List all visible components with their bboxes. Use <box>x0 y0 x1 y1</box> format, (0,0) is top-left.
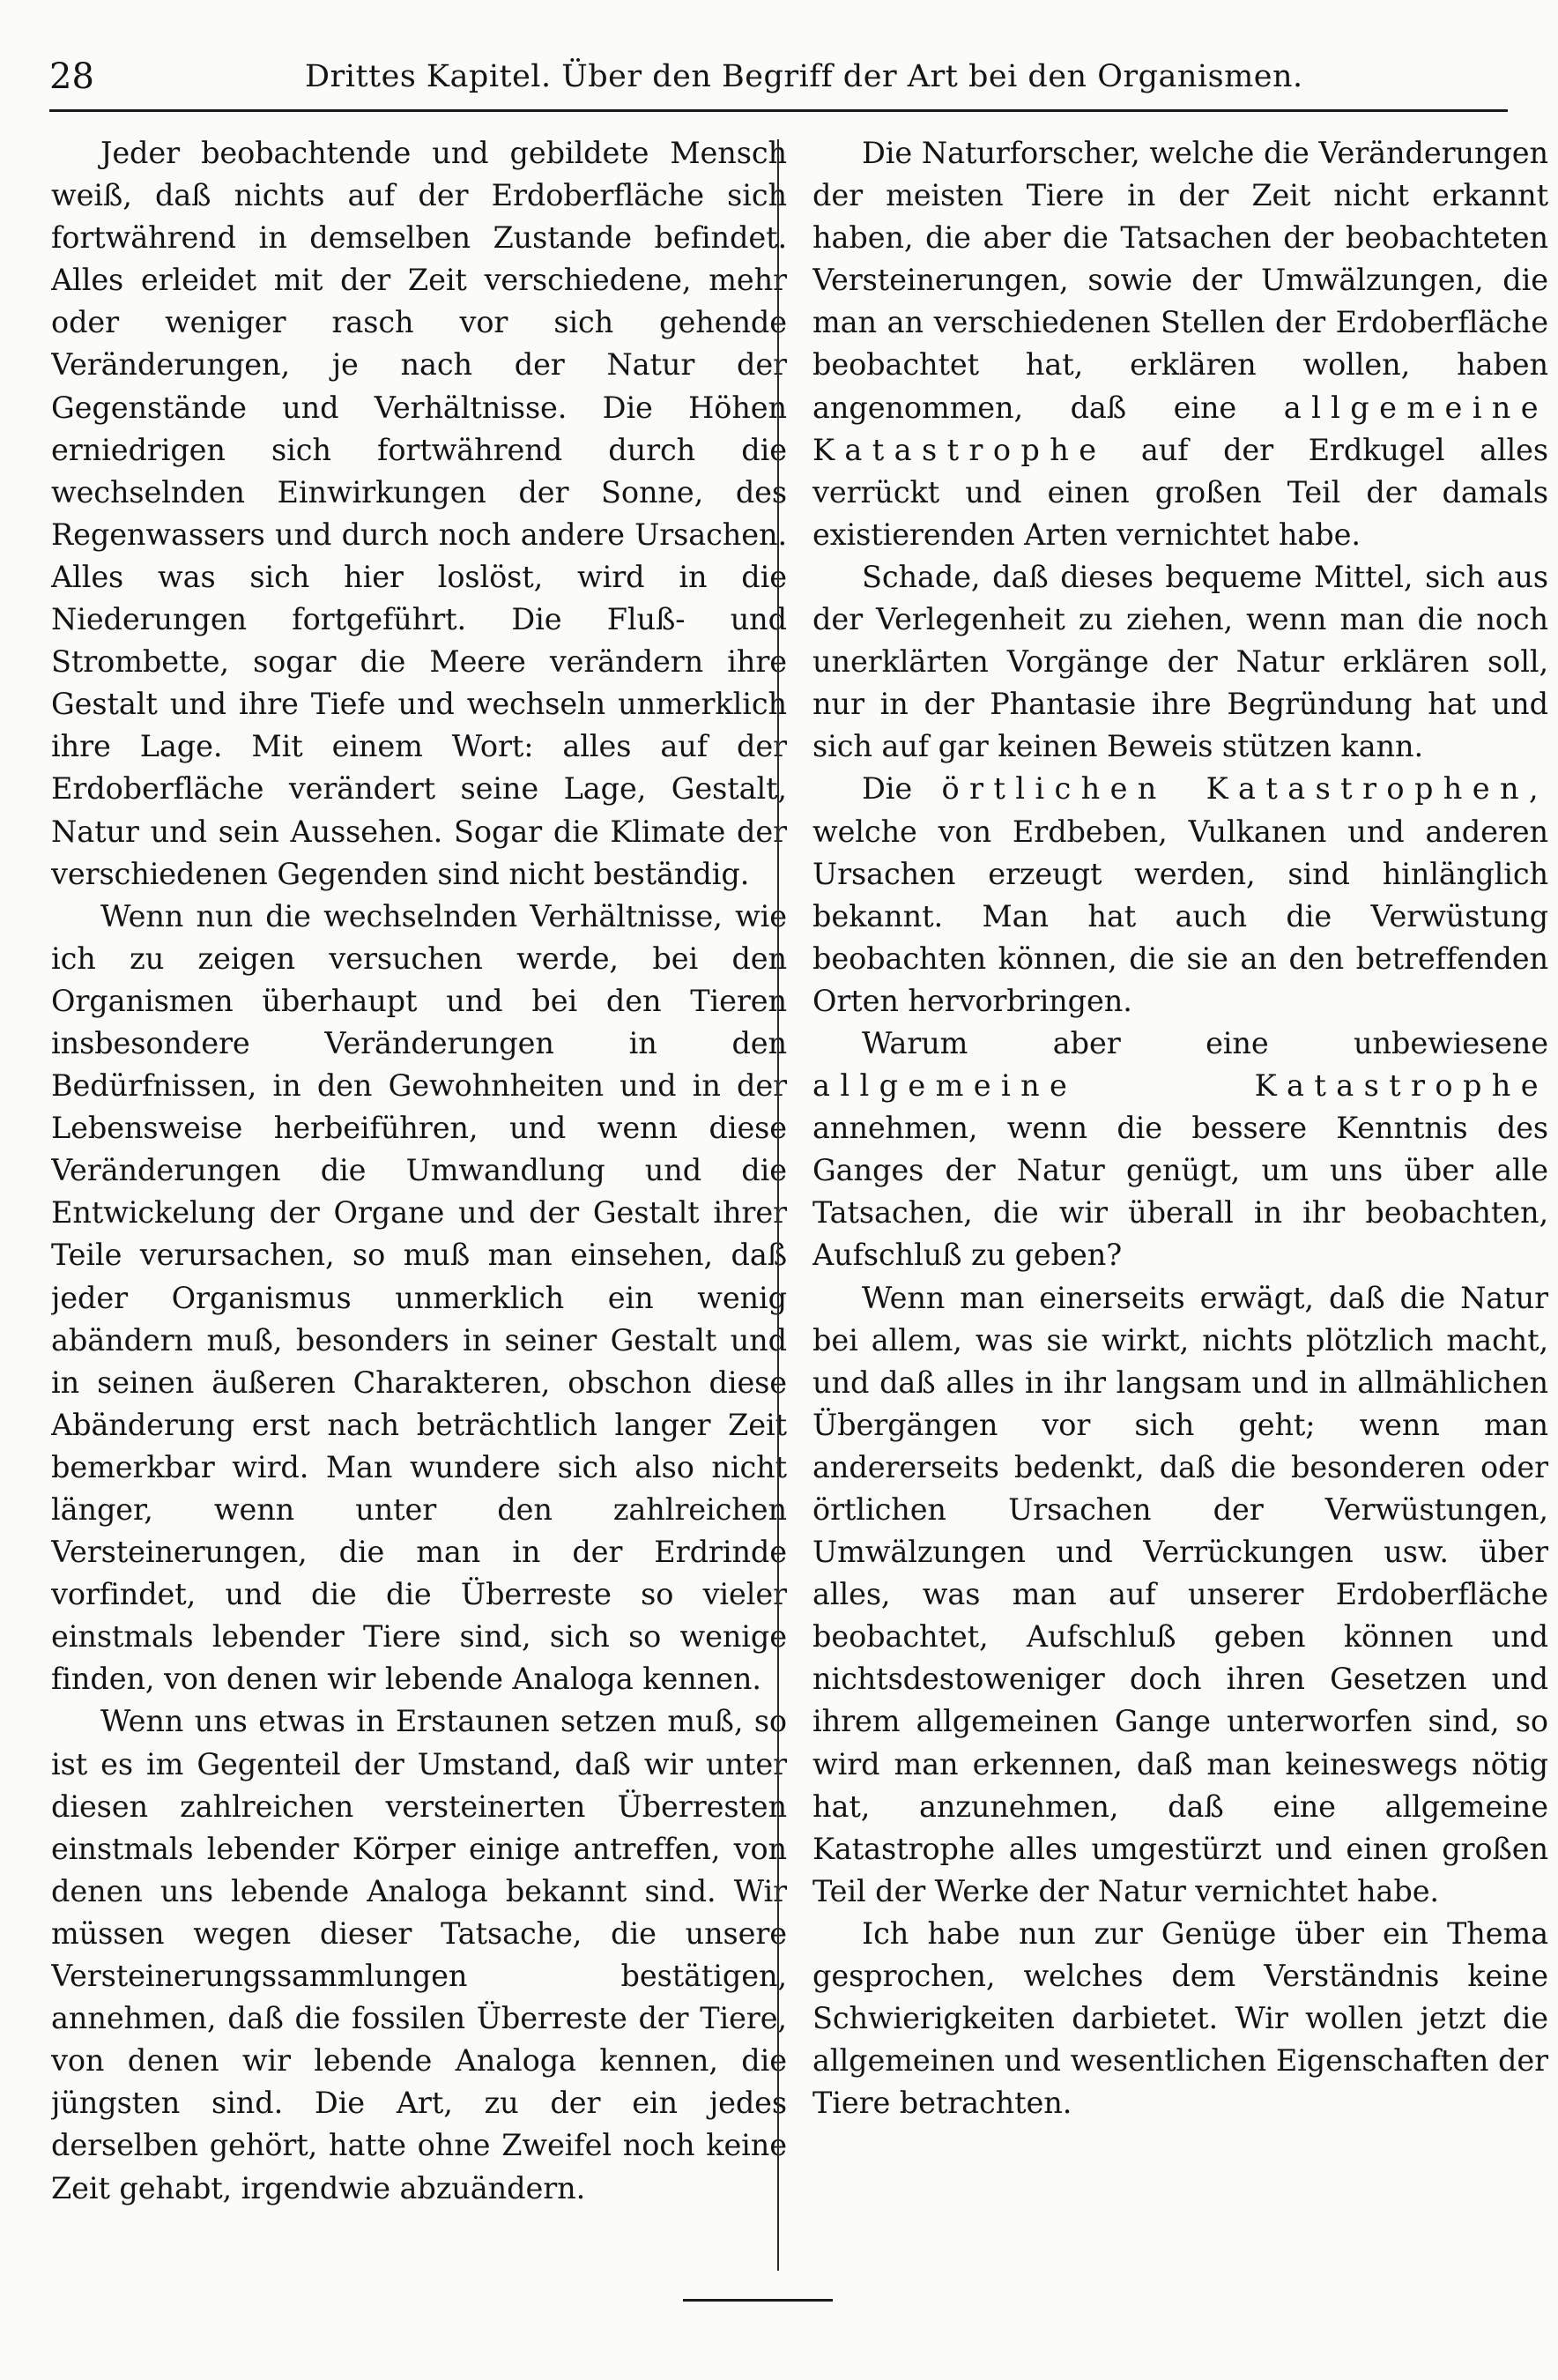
spaced-emphasis: örtlichen Katastrophen, <box>941 771 1548 807</box>
paragraph: Schade, daß dieses bequeme Mittel, sich aus der Verlegenheit zu ziehen, wenn man die noch unerklärten Vorgänge der Natur erklären soll, nur in der Phantasie ihre Begründung hat und sich auf gar keinen Beweis stützen kann. <box>812 559 1548 764</box>
right-column <box>812 132 1548 2265</box>
paragraph <box>812 132 1548 556</box>
page-number: 28 <box>49 56 94 97</box>
paragraph-text: welche von Erdbeben, Vulkanen und anderen Ursachen erzeugt werden, sind hinlänglich bekannt. Man hat auch die Verwüstung beobachten können, die sie an den betreffenden Orten hervorbringen. <box>812 814 1548 1018</box>
left-column <box>51 132 787 2265</box>
paragraph: Ich habe nun zur Genüge über ein Thema gesprochen, welches dem Verständnis keine Schwierigkeiten darbietet. Wir wollen jetzt die allgemeinen und wesentlichen Eigenschaften der Tiere betrachten. <box>812 1915 1548 2121</box>
spaced-emphasis: allgemeine Katastrophe <box>812 390 1548 467</box>
paragraph-text: annehmen, wenn die bessere Kenntnis des Ganges der Natur genügt, um uns über alle Tatsachen, die wir überall in ihr beobachten, Aufschluß zu geben? <box>812 1111 1548 1273</box>
paragraph-text: Warum aber eine unbewiesene <box>862 1025 1548 1060</box>
paragraph <box>812 1023 1548 1277</box>
spaced-emphasis: allgemeine Katastrophe <box>812 1068 1548 1104</box>
paragraph-text: Die <box>862 771 913 807</box>
paragraph: Wenn man einerseits erwägt, daß die Natur bei allem, was sie wirkt, nichts plötzlich macht, und daß alles in ihr langsam und in allmählichen Übergängen vor sich geht; wenn man andererseits bedenkt, daß die besonderen oder örtlichen Ursachen der Verwüstungen, Umwälzungen und Verrückungen usw. über alles, was man auf unserer Erdoberfläche beobachtet, Aufschluß geben können und nichtsdestoweniger doch ihren Gesetzen und ihrem allgemeinen Gange unterworfen sind, so wird man erkennen, daß man keineswegs nötig hat, anzunehmen, daß eine allgemeine Katastrophe alles umgestürzt und einen großen Teil der Werke der Natur vernichtet habe. <box>812 1280 1548 1908</box>
footer-rule <box>683 2299 833 2302</box>
chapter-title: Drittes Kapitel. Über den Begriff der Art bei den Organismen. <box>305 59 1303 94</box>
column-divider <box>777 139 779 2271</box>
paragraph <box>812 768 1548 1023</box>
running-head <box>49 55 1508 112</box>
paragraph: Jeder beobachtende und gebildete Mensch weiß, daß nichts auf der Erdoberfläche sich fortwährend in demselben Zustande befindet. Alles erleidet mit der Zeit verschiedene, mehr oder weniger rasch vor sich gehende Veränderungen, je nach der Natur der Gegenstände und Verhältnisse. Die Höhen erniedrigen sich fortwährend durch die wechselnden Einwirkungen der Sonne, des Regenwassers und durch noch andere Ursachen. Alles was sich hier loslöst, wird in die Niederungen fortgeführt. Die Fluß- und Strombette, sogar die Meere verändern ihre Gestalt und ihre Tiefe und wechseln unmerklich ihre Lage. Mit einem Wort: alles auf der Erdoberfläche verändert seine Lage, Gestalt, Natur und sein Aussehen. Sogar die Klimate der verschiedenen Gegenden sind nicht beständig. <box>51 136 787 891</box>
paragraph-text: auf der Erdkugel alles verrückt und einen großen Teil der damals existierenden Arten vernichtet habe. <box>812 432 1548 552</box>
paragraph-text: Die Naturforscher, welche die Veränderungen der meisten Tiere in der Zeit nicht erkannt haben, die aber die Tatsachen der beobachteten Versteinerungen, sowie der Umwälzungen, die man an verschiedenen Stellen der Erdoberfläche beobachtet hat, erklären wollen, haben angenommen, daß eine <box>812 136 1548 425</box>
paragraph: Wenn uns etwas in Erstaunen setzen muß, so ist es im Gegenteil der Umstand, daß wir unter diesen zahlreichen versteinerten Überresten einstmals lebender Körper einige antreffen, von denen uns lebende Analoga bekannt sind. Wir müssen wegen dieser Tatsache, die unsere Versteinerungssammlungen bestätigen, annehmen, daß die fossilen Überreste der Tiere, von denen wir lebende Analoga kennen, die jüngsten sind. Die Art, zu der ein jedes derselben gehört, hatte ohne Zweifel noch keine Zeit gehabt, irgendwie abzuändern. <box>51 1704 787 2205</box>
paragraph: Wenn nun die wechselnden Verhältnisse, wie ich zu zeigen versuchen werde, bei den Organismen überhaupt und bei den Tieren insbesondere Veränderungen in den Bedürfnissen, in den Gewohnheiten und in der Lebensweise herbeiführen, und wenn diese Veränderungen die Umwandlung und die Entwickelung der Organe und der Gestalt ihrer Teile verursachen, so muß man einsehen, daß jeder Organismus unmerklich ein wenig abändern muß, besonders in seiner Gestalt und in seinen äußeren Charakteren, obschon diese Abänderung erst nach beträchtlich langer Zeit bemerkbar wird. Man wundere sich also nicht länger, wenn unter den zahlreichen Versteinerungen, die man in der Erdrinde vorfindet, und die die Überreste so vieler einstmals lebender Tiere sind, sich so wenige finden, von denen wir lebende Analoga kennen. <box>51 898 787 1697</box>
